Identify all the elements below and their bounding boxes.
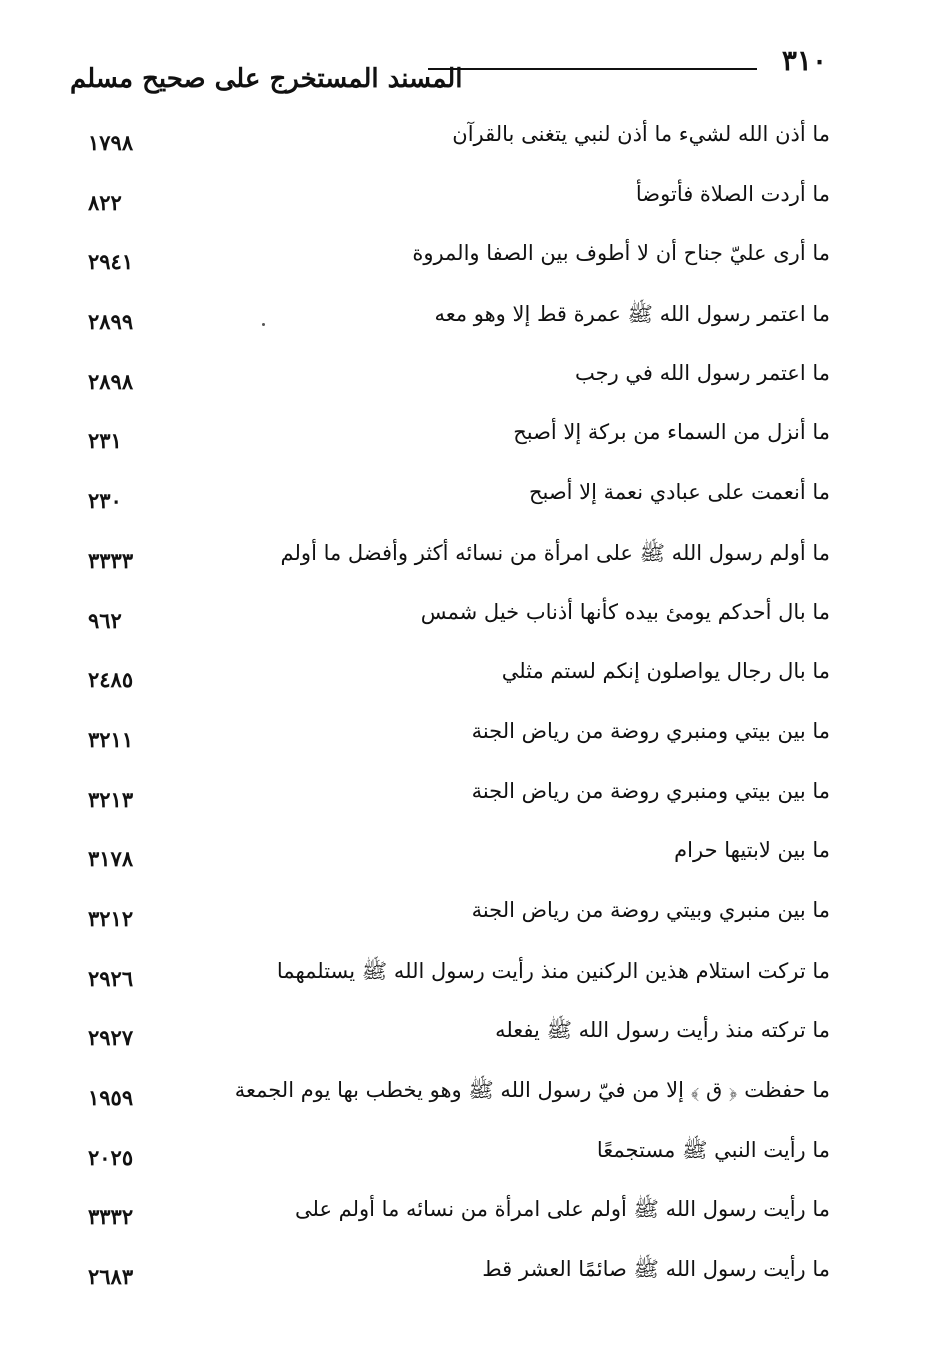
entry-number: ١٩٥٩	[88, 1085, 134, 1110]
index-entry	[0, 655, 942, 715]
entry-text: ما اعتمر رسول الله ﷺ عمرة قط إلا وهو معه	[434, 302, 830, 327]
index-entry	[0, 297, 942, 357]
entry-number: ٢٩٢٧	[88, 1025, 134, 1051]
entry-text: ما تركته منذ رأيت رسول الله ﷺ يفعله	[495, 1018, 830, 1043]
page-header	[70, 40, 827, 110]
entry-number: ٢٨٩٩	[88, 309, 134, 335]
entry-text: ما أولم رسول الله ﷺ على امرأة من نسائه أكثر وأفضل ما أولم	[280, 540, 830, 565]
index-entry	[0, 1073, 942, 1133]
index-entry	[0, 715, 942, 775]
entry-text: ما بين منبري وبيتي روضة من رياض الجنة	[471, 897, 830, 922]
entry-number: ٢٦٨٣	[88, 1264, 134, 1290]
index-entry	[0, 1133, 942, 1193]
index-entry	[0, 118, 942, 178]
entry-number: ٢٤٨٥	[88, 667, 134, 693]
entry-text: ما بين بيتي ومنبري روضة من رياض الجنة	[471, 778, 830, 803]
index-entry	[0, 894, 942, 954]
scan-speck	[262, 323, 265, 326]
page-number: ٣١٠	[781, 44, 827, 77]
index-entries	[0, 118, 942, 1312]
entry-text: ما رأيت رسول الله ﷺ أولم على امرأة من نسائه ما أولم على	[295, 1197, 830, 1222]
entry-number: ٢٩٤١	[88, 249, 134, 275]
entry-text: ما رأيت رسول الله ﷺ صائمًا العشر قط	[482, 1257, 830, 1282]
book-title: المسند المستخرج على صحيح مسلم	[70, 64, 463, 94]
entry-number: ٢٣٠	[88, 488, 122, 514]
entry-text: ما تركت استلام هذين الركنين منذ رأيت رسول الله ﷺ يستلمهما	[276, 958, 830, 983]
entry-number: ٢٣١	[88, 428, 122, 454]
index-entry	[0, 775, 942, 835]
index-entry	[0, 1013, 942, 1073]
entry-number: ١٧٩٨	[88, 130, 134, 155]
entry-number: ٢٩٢٦	[88, 965, 134, 991]
entry-number: ٣٣٣٣	[88, 547, 134, 573]
index-entry	[0, 954, 942, 1014]
entry-text: ما أنزل من السماء من بركة إلا أصبح	[513, 420, 830, 445]
entry-number: ٢٠٢٥	[88, 1144, 134, 1170]
entry-number: ٣٢١٢	[88, 905, 134, 931]
entry-text: ما رأيت النبي ﷺ مستجمعًا	[596, 1137, 830, 1162]
entry-text: ما اعتمر رسول الله في رجب	[574, 360, 830, 385]
entry-number: ٨٢٢	[88, 189, 122, 215]
entry-text: ما بين بيتي ومنبري روضة من رياض الجنة	[471, 718, 830, 743]
entry-number: ٩٦٢	[88, 607, 122, 633]
entry-number: ٣٢١٣	[88, 786, 134, 812]
entry-number: ٢٨٩٨	[88, 368, 134, 394]
index-entry	[0, 596, 942, 656]
entry-number: ٣٢١١	[88, 726, 134, 752]
index-entry	[0, 416, 942, 476]
entry-text: ما أذن الله لشيء ما أذن لنبي يتغنى بالقرآن	[452, 122, 830, 146]
entry-text: ما أنعمت على عبادي نعمة إلا أصبح	[528, 480, 830, 505]
index-entry	[0, 1192, 942, 1252]
index-entry	[0, 1252, 942, 1312]
index-entry	[0, 834, 942, 894]
entry-text: ما أرى عليّ جناح أن لا أطوف بين الصفا والمروة	[412, 241, 830, 266]
entry-text: ما بال رجال يواصلون إنكم لستم مثلي	[501, 659, 830, 684]
entry-number: ٣٣٣٢	[88, 1204, 134, 1230]
index-entry	[0, 536, 942, 596]
header-rule	[428, 68, 757, 70]
entry-text: ما أردت الصلاة فأتوضأ	[635, 181, 830, 206]
entry-text: ما بال أحدكم يومئ بيده كأنها أذناب خيل شمس	[420, 599, 830, 624]
entry-text: ما حفظت ﴿ ق ﴾ إلا من فيّ رسول الله ﷺ وهو يخطب بها يوم الجمعة	[234, 1078, 830, 1102]
index-entry	[0, 476, 942, 536]
entry-text: ما بين لابتيها حرام	[674, 838, 830, 863]
index-entry	[0, 357, 942, 417]
index-entry	[0, 178, 942, 238]
entry-number: ٣١٧٨	[88, 846, 134, 872]
index-entry	[0, 237, 942, 297]
